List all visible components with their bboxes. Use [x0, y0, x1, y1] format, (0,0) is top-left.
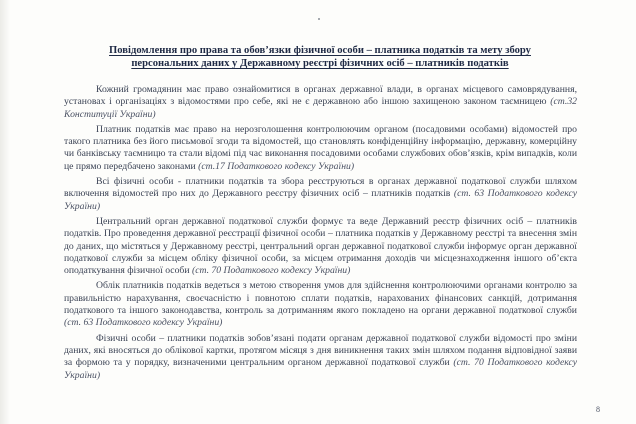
- paragraph-5-reference: (ст. 63 Податкового кодексу України): [64, 317, 223, 329]
- paragraph-3-text: Всі фізичні особи - платники податків та збора реєструються в органах державної податкової служби шляхом включення відомостей про них до Державного реєстру фізичних осіб – платників податків: [64, 176, 577, 200]
- page-number: 8: [596, 405, 600, 414]
- paragraph-2-reference: (ст.17 Податкового кодексу України): [198, 160, 355, 172]
- paragraph-2: [64, 124, 577, 173]
- paragraph-4: [64, 216, 577, 277]
- paragraph-6: [64, 333, 577, 382]
- page-edge-shadow: [0, 0, 10, 424]
- paragraph-6-reference: (ст. 70 Податкового кодексу України): [64, 357, 577, 381]
- paragraph-4-text: Центральний орган державної податкової служби формує та веде Державний реєстр фізичних осіб – платників податків. Про проведення державної реєстрації фізичної особи – платника податків у Державному реєстрі та внесення змін до даних, що містяться у Державному реєстрі, центральний орган державної податкової служби інформує орган державної податкової служби за місцем обліку фізичної особи, за місцем отримання доходів чи місцезнаходження іншого об’єкта оподаткування фізичної особи: [64, 215, 577, 277]
- paragraph-5: [64, 280, 577, 329]
- paragraph-3-reference: (ст. 63 Податкового кодексу України): [64, 188, 577, 212]
- paragraph-6-text: Фізичні особи – платники податків зобов’язані подати органам державної податкової служби відомості про зміни даних, які вносяться до облікової картки, протягом місяця з дня виникнення таких змін шляхом подання відповідної заяви за формою та у порядку, визначеними центральним органом державної податкової служби: [64, 332, 577, 369]
- paragraph-5-text: Облік платників податків ведеться з метою створення умов для здійснення контролюючими органами контролю за правильністю нарахування, своєчасністю і повнотою сплати податків, нарахованих фінансових санкцій, дотримання податкового та іншого законодавства, контроль за дотриманням якого покладено на органи державної податкової служби: [64, 280, 577, 317]
- document-title: Повідомлення про права та обов’язки фізичної особи – платника податків та мету збору персональних даних у Державному реєстрі фізичних осіб – платників податків: [109, 45, 531, 69]
- paragraph-1: [64, 84, 577, 121]
- paragraph-4-reference: (ст. 70 Податкового кодексу України): [191, 265, 351, 277]
- scan-speck: [318, 18, 320, 20]
- paragraph-2-text: Платник податків має право на нерозголошення контролюючим органом (посадовими особами) відомостей про такого платника без його письмової згоди та відомостей, що становлять конфіденційну інформацію, державну, комерційну чи банківську таємницю та стали відомі під час виконання посадовими особами службових обов’язків, крім випадків, коли це прямо передбачено законами: [64, 123, 577, 172]
- paragraph-1-reference: (ст.32 Конституції України): [64, 96, 578, 120]
- document-body: [64, 84, 577, 385]
- paragraph-1-text: Кожний громадянин має право ознайомитися в органах державної влади, в органах місцевого самоврядування, установах і організаціях з відомостями про себе, які не є державною або іншою захищеною законом таємницею: [64, 84, 577, 108]
- paragraph-3: [64, 176, 577, 213]
